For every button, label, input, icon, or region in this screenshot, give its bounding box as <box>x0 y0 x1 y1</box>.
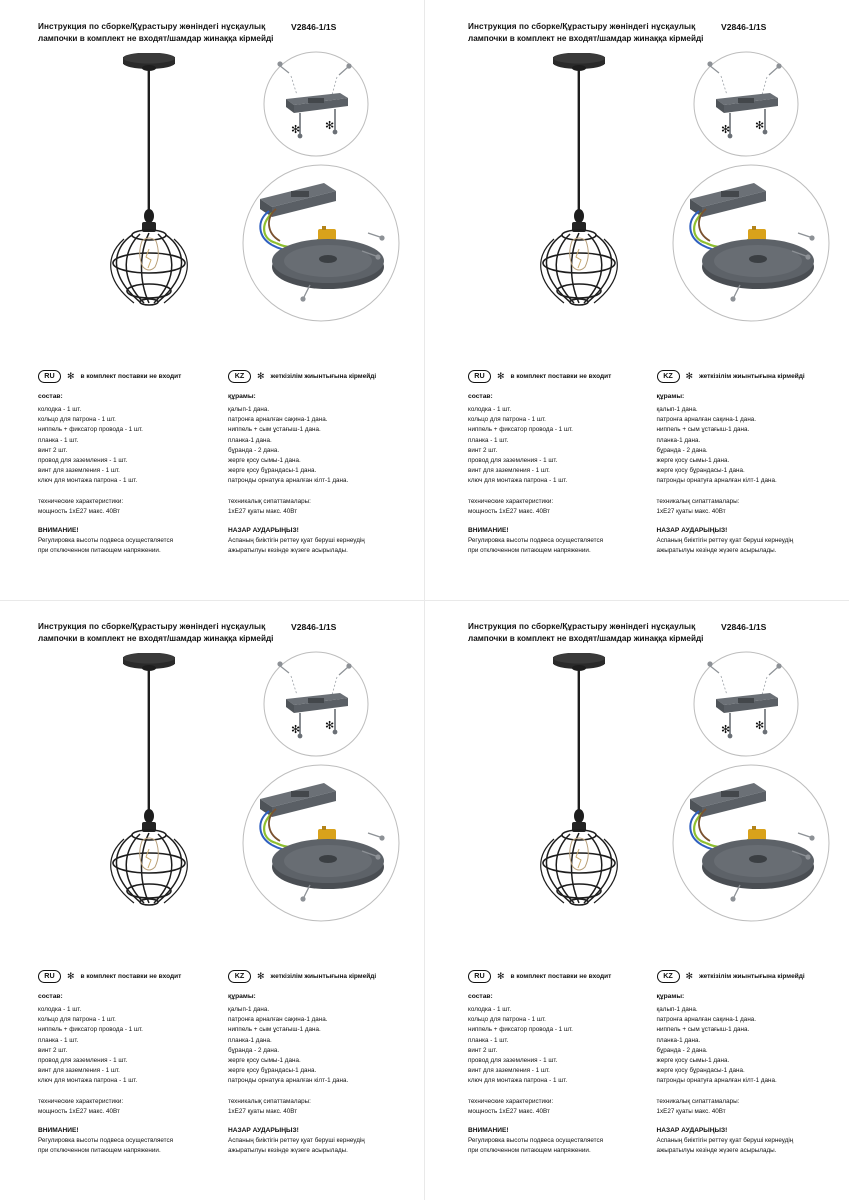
wiring-and-canopy-detail <box>666 755 836 931</box>
list-item: планка - 1 шт. <box>38 436 79 444</box>
ru-tech-block <box>468 1097 643 1117</box>
ru-not-included-note: в комплект поставки не входит <box>510 372 612 380</box>
warning-line: ажыратылуы кезінде жүзеге асырылады. <box>228 1147 348 1155</box>
specifications-block <box>468 968 835 1156</box>
list-item: ниппель + сым ұстағыш-1 дана. <box>656 1026 750 1034</box>
ru-warning-body <box>38 536 214 556</box>
kz-badge: KZ <box>228 370 251 383</box>
ru-tech-title: технические характеристики: <box>38 497 124 505</box>
ru-tech-value: мощность 1хЕ27 макс. 40Вт <box>38 1107 120 1115</box>
kz-warning-title: НАЗАР АУДАРЫҢЫЗ! <box>228 1126 299 1134</box>
list-item: ниппель + сым ұстағыш-1 дана. <box>228 426 321 434</box>
kz-tech-title: техникалық сипаттамалары: <box>228 497 311 505</box>
kz-composition-title: құрамы: <box>656 393 685 400</box>
ru-badge: RU <box>38 370 61 383</box>
list-item: ниппель + фиксатор провода - 1 шт. <box>468 426 573 434</box>
svg-text:✻: ✻ <box>325 720 335 732</box>
list-item: патронға арналған сақина-1 дана. <box>228 416 328 424</box>
list-item: жерге қосу сымы-1 дана. <box>656 1056 730 1064</box>
asterisk-icon: ✻ <box>67 370 75 381</box>
list-item: винт для заземления - 1 шт. <box>38 467 120 475</box>
ru-not-included-note: в комплект поставки не входит <box>80 372 182 380</box>
asterisk-icon: ✻ <box>257 370 265 381</box>
pendant-cage-lamp <box>74 653 224 913</box>
ru-warning-title: ВНИМАНИЕ! <box>38 1126 79 1134</box>
panel-header <box>38 622 398 643</box>
header-title-line2: лампочки в комплект не входят/шамдар жинаққа кірмейді <box>38 634 274 643</box>
kz-tech-title: техникалық сипаттамалары: <box>656 497 740 505</box>
ru-warning-title: ВНИМАНИЕ! <box>38 526 79 534</box>
panel-header <box>468 22 823 43</box>
warning-line: Аспаның биіктігін реттеу қуат беруші кернеудің <box>656 1136 794 1144</box>
list-item: патронға арналған сақина-1 дана. <box>656 1016 757 1024</box>
illustration-area <box>468 51 823 351</box>
ru-tech-block <box>468 497 643 517</box>
list-item: жерге қосу сымы-1 дана. <box>656 456 730 464</box>
kz-warning-body <box>228 1136 408 1156</box>
asterisk-icon: ✻ <box>497 370 505 381</box>
list-item: планка-1 дана. <box>228 436 272 444</box>
svg-text:✻: ✻ <box>325 120 335 132</box>
illustration-area <box>38 51 398 351</box>
list-item: планка - 1 шт. <box>468 1036 509 1044</box>
ru-tech-value: мощность 1хЕ27 макс. 40Вт <box>468 1107 550 1115</box>
ru-tech-block <box>38 1097 214 1117</box>
ru-column <box>468 368 643 556</box>
list-item: қалып-1 дана. <box>656 1006 698 1013</box>
ru-badge: RU <box>468 370 491 383</box>
kz-warning-title: НАЗАР АУДАРЫҢЫЗ! <box>656 526 728 534</box>
kz-warning-title: НАЗАР АУДАРЫҢЫЗ! <box>228 526 299 534</box>
list-item: бұранда - 2 дана. <box>656 446 708 454</box>
specifications-block <box>38 968 410 1156</box>
kz-tech-block <box>657 497 835 517</box>
kz-not-included-note: жеткізілім жиынтығына кірмейді <box>699 972 805 980</box>
warning-line: при отключенном питающем напряжении. <box>38 547 161 555</box>
pendant-cage-lamp <box>74 53 224 313</box>
kz-tech-title: техникалық сипаттамалары: <box>228 1097 311 1105</box>
ru-language-row <box>38 368 214 384</box>
warning-line: Аспаның биіктігін реттеу қуат беруші кернеудің <box>656 536 794 544</box>
illustration-area <box>468 651 823 951</box>
header-title-line1: Инструкция по сборке/Құрастыру жөніндегі нұсқаулық <box>468 622 696 631</box>
list-item: патронды орнатуға арналған кілт-1 дана. <box>228 1077 349 1085</box>
ru-warning-title: ВНИМАНИЕ! <box>468 526 509 534</box>
warning-line: при отключенном питающем напряжении. <box>468 547 591 555</box>
header-title-line1: Инструкция по сборке/Құрастыру жөніндегі нұсқаулық <box>38 22 266 31</box>
svg-text:✻: ✻ <box>721 124 731 136</box>
kz-not-included-note: жеткізілім жиынтығына кірмейді <box>270 972 377 980</box>
warning-line: Регулировка высоты подвеса осуществляется <box>38 1136 174 1144</box>
instruction-panel <box>0 0 424 600</box>
list-item: қалып-1 дана. <box>228 1006 270 1013</box>
list-item: колодка - 1 шт. <box>468 1006 512 1013</box>
list-item: жерге қосу бұрандасы-1 дана. <box>656 467 745 475</box>
asterisk-icon: ✻ <box>685 970 694 981</box>
wiring-and-canopy-detail <box>666 155 836 331</box>
kz-badge: KZ <box>657 370 680 383</box>
warning-line: ажыратылуы кезінде жүзеге асырылады. <box>656 547 777 555</box>
ru-composition-list <box>38 405 214 487</box>
header-title-line2: лампочки в комплект не входят/шамдар жинаққа кірмейді <box>38 34 274 43</box>
kz-composition-list <box>228 1005 408 1087</box>
asterisk-icon: ✻ <box>685 370 694 381</box>
warning-line: Регулировка высоты подвеса осуществляется <box>468 536 604 544</box>
ceiling-bracket-mounting-detail <box>236 651 396 757</box>
model-code: V2846-1/1S <box>291 22 337 32</box>
ru-language-row <box>468 368 643 384</box>
pendant-cage-lamp <box>504 653 654 913</box>
panel-header <box>38 22 398 43</box>
instruction-panel <box>0 600 424 1200</box>
list-item: патронды орнатуға арналған кілт-1 дана. <box>656 477 777 485</box>
ru-composition-list <box>468 1005 643 1087</box>
ru-column <box>38 368 214 556</box>
warning-line: Аспаның биіктігін реттеу қуат беруші кернеудің <box>228 536 365 544</box>
list-item: кольцо для патрона - 1 шт. <box>38 416 116 424</box>
list-item: колодка - 1 шт. <box>38 1006 82 1013</box>
ru-badge: RU <box>468 970 491 983</box>
asterisk-icon: ✻ <box>257 970 265 981</box>
warning-line: ажыратылуы кезінде жүзеге асырылады. <box>656 1147 777 1155</box>
header-title-line1: Инструкция по сборке/Құрастыру жөніндегі нұсқаулық <box>38 622 266 631</box>
kz-composition-title: құрамы: <box>228 393 256 400</box>
list-item: планка - 1 шт. <box>468 436 509 444</box>
list-item: провод для заземления - 1 шт. <box>468 1056 558 1064</box>
ru-tech-title: технические характеристики: <box>468 1097 554 1105</box>
list-item: винт 2 шт. <box>38 446 68 454</box>
ceiling-bracket-mounting-detail <box>666 51 826 157</box>
panel-header <box>468 622 823 643</box>
list-item: жерге қосу бұрандасы-1 дана. <box>228 1067 317 1075</box>
list-item: жерге қосу сымы-1 дана. <box>228 1056 301 1064</box>
kz-composition-list <box>228 405 408 487</box>
ru-language-row <box>38 968 214 984</box>
kz-warning-title: НАЗАР АУДАРЫҢЫЗ! <box>656 1126 728 1134</box>
list-item: ниппель + фиксатор провода - 1 шт. <box>468 1026 573 1034</box>
list-item: винт для заземления - 1 шт. <box>468 467 550 475</box>
list-item: колодка - 1 шт. <box>38 406 82 413</box>
warning-line: Аспаның биіктігін реттеу қуат беруші кернеудің <box>228 1136 365 1144</box>
list-item: ключ для монтажа патрона - 1 шт. <box>468 477 568 485</box>
list-item: ниппель + фиксатор провода - 1 шт. <box>38 426 143 434</box>
list-item: патронға арналған сақина-1 дана. <box>656 416 757 424</box>
kz-not-included-note: жеткізілім жиынтығына кірмейді <box>270 372 377 380</box>
ru-column <box>468 968 643 1156</box>
header-title-line2: лампочки в комплект не входят/шамдар жинаққа кірмейді <box>468 634 704 643</box>
list-item: планка-1 дана. <box>228 1036 272 1044</box>
kz-column <box>657 968 835 1156</box>
kz-tech-value: 1хЕ27 қуаты макс. 40Вт <box>228 507 298 515</box>
ru-warning-body <box>38 1136 214 1156</box>
kz-composition-title: құрамы: <box>656 993 685 1000</box>
kz-tech-block <box>228 497 408 517</box>
list-item: патронды орнатуға арналған кілт-1 дана. <box>228 477 349 485</box>
pendant-cage-lamp <box>504 53 654 313</box>
ru-badge: RU <box>38 970 61 983</box>
list-item: қалып-1 дана. <box>228 406 270 413</box>
svg-text:✻: ✻ <box>755 120 765 132</box>
list-item: винт 2 шт. <box>38 1046 68 1054</box>
wiring-and-canopy-detail <box>236 155 406 331</box>
ru-tech-title: технические характеристики: <box>38 1097 124 1105</box>
list-item: планка - 1 шт. <box>38 1036 79 1044</box>
list-item: жерге қосу сымы-1 дана. <box>228 456 301 464</box>
ceiling-bracket-mounting-detail <box>236 51 396 157</box>
kz-warning-body <box>657 536 835 556</box>
illustration-area <box>38 651 398 951</box>
kz-tech-block <box>657 1097 835 1117</box>
ru-tech-value: мощность 1хЕ27 макс. 40Вт <box>38 507 120 515</box>
list-item: кольцо для патрона - 1 шт. <box>38 1016 116 1024</box>
kz-not-included-note: жеткізілім жиынтығына кірмейді <box>699 372 805 380</box>
ru-warning-body <box>468 536 643 556</box>
svg-text:✻: ✻ <box>755 720 765 732</box>
list-item: ключ для монтажа патрона - 1 шт. <box>468 1077 568 1085</box>
svg-text:✻: ✻ <box>721 724 731 736</box>
list-item: кольцо для патрона - 1 шт. <box>468 416 546 424</box>
list-item: колодка - 1 шт. <box>468 406 512 413</box>
warning-line: Регулировка высоты подвеса осуществляется <box>468 1136 604 1144</box>
list-item: патронға арналған сақина-1 дана. <box>228 1016 328 1024</box>
ru-composition-list <box>468 405 643 487</box>
list-item: бұранда - 2 дана. <box>656 1046 708 1054</box>
ru-composition-list <box>38 1005 214 1087</box>
asterisk-icon: ✻ <box>497 970 505 981</box>
kz-column <box>228 968 408 1156</box>
svg-text:✻: ✻ <box>291 724 301 736</box>
model-code: V2846-1/1S <box>721 22 767 32</box>
warning-line: Регулировка высоты подвеса осуществляется <box>38 536 174 544</box>
list-item: қалып-1 дана. <box>656 406 698 413</box>
list-item: кольцо для патрона - 1 шт. <box>468 1016 546 1024</box>
list-item: ниппель + фиксатор провода - 1 шт. <box>38 1026 143 1034</box>
ru-tech-value: мощность 1хЕ27 макс. 40Вт <box>468 507 550 515</box>
ru-tech-title: технические характеристики: <box>468 497 554 505</box>
ru-not-included-note: в комплект поставки не входит <box>80 972 182 980</box>
instruction-panel <box>424 0 849 600</box>
ru-not-included-note: в комплект поставки не входит <box>510 972 612 980</box>
ru-warning-title: ВНИМАНИЕ! <box>468 1126 509 1134</box>
list-item: винт для заземления - 1 шт. <box>38 1067 120 1075</box>
list-item: жерге қосу бұрандасы-1 дана. <box>656 1067 745 1075</box>
warning-line: ажыратылуы кезінде жүзеге асырылады. <box>228 547 348 555</box>
ru-warning-body <box>468 1136 643 1156</box>
ru-composition-title: состав: <box>38 393 63 400</box>
ru-composition-title: состав: <box>468 993 493 1000</box>
kz-tech-value: 1хЕ27 қуаты макс. 40Вт <box>228 1107 298 1115</box>
list-item: винт 2 шт. <box>468 1046 498 1054</box>
asterisk-icon: ✻ <box>67 970 75 981</box>
kz-language-row <box>657 968 835 984</box>
list-item: бұранда - 2 дана. <box>228 1046 280 1054</box>
kz-tech-value: 1хЕ27 қуаты макс. 40Вт <box>656 507 726 515</box>
list-item: ключ для монтажа патрона - 1 шт. <box>38 1077 138 1085</box>
kz-column <box>657 368 835 556</box>
list-item: провод для заземления - 1 шт. <box>468 456 558 464</box>
ru-tech-block <box>38 497 214 517</box>
specifications-block <box>38 368 410 556</box>
kz-badge: KZ <box>657 970 680 983</box>
warning-line: при отключенном питающем напряжении. <box>38 1147 161 1155</box>
list-item: винт для заземления - 1 шт. <box>468 1067 550 1075</box>
list-item: планка-1 дана. <box>656 1036 701 1044</box>
kz-composition-list <box>657 405 835 487</box>
list-item: провод для заземления - 1 шт. <box>38 1056 128 1064</box>
list-item: ниппель + сым ұстағыш-1 дана. <box>656 426 750 434</box>
kz-language-row <box>228 968 408 984</box>
model-code: V2846-1/1S <box>721 622 767 632</box>
wiring-and-canopy-detail <box>236 755 406 931</box>
kz-tech-title: техникалық сипаттамалары: <box>656 1097 740 1105</box>
header-title-line1: Инструкция по сборке/Құрастыру жөніндегі нұсқаулық <box>468 22 696 31</box>
list-item: провод для заземления - 1 шт. <box>38 456 128 464</box>
ru-composition-title: состав: <box>468 393 493 400</box>
kz-column <box>228 368 408 556</box>
kz-tech-block <box>228 1097 408 1117</box>
kz-language-row <box>228 368 408 384</box>
list-item: ниппель + сым ұстағыш-1 дана. <box>228 1026 321 1034</box>
ceiling-bracket-mounting-detail <box>666 651 826 757</box>
ru-composition-title: состав: <box>38 993 63 1000</box>
kz-composition-list <box>657 1005 835 1087</box>
kz-composition-title: құрамы: <box>228 993 256 1000</box>
kz-warning-body <box>228 536 408 556</box>
list-item: планка-1 дана. <box>656 436 701 444</box>
kz-badge: KZ <box>228 970 251 983</box>
list-item: бұранда - 2 дана. <box>228 446 280 454</box>
instruction-panel <box>424 600 849 1200</box>
header-title-line2: лампочки в комплект не входят/шамдар жинаққа кірмейді <box>468 34 704 43</box>
model-code: V2846-1/1S <box>291 622 337 632</box>
list-item: ключ для монтажа патрона - 1 шт. <box>38 477 138 485</box>
list-item: жерге қосу бұрандасы-1 дана. <box>228 467 317 475</box>
kz-tech-value: 1хЕ27 қуаты макс. 40Вт <box>656 1107 726 1115</box>
ru-language-row <box>468 968 643 984</box>
list-item: винт 2 шт. <box>468 446 498 454</box>
specifications-block <box>468 368 835 556</box>
svg-text:✻: ✻ <box>291 124 301 136</box>
kz-language-row <box>657 368 835 384</box>
warning-line: при отключенном питающем напряжении. <box>468 1147 591 1155</box>
ru-column <box>38 968 214 1156</box>
kz-warning-body <box>657 1136 835 1156</box>
list-item: патронды орнатуға арналған кілт-1 дана. <box>656 1077 777 1085</box>
